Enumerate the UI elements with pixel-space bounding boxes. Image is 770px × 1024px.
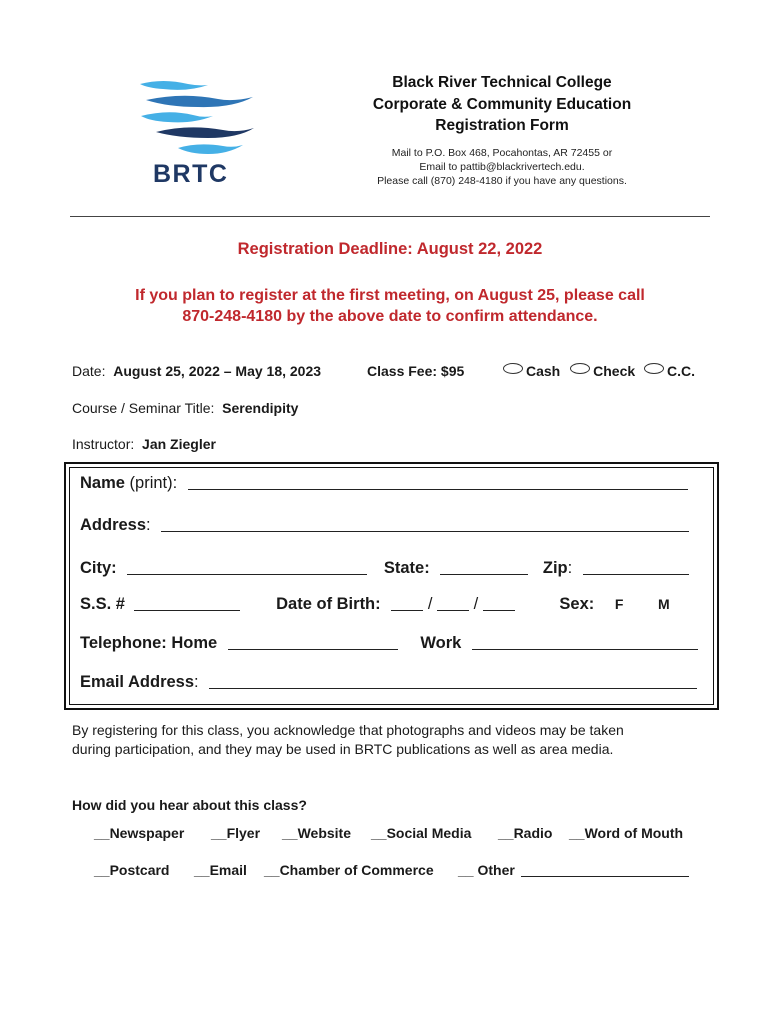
source-option-word-of-mouth[interactable]: __Word of Mouth [569,825,684,841]
payment-cash-label: Cash [526,363,561,379]
course-title-label: Course / Seminar Title: [72,400,215,416]
instructor-label: Instructor: [72,436,135,452]
form-title: Registration Form [435,117,569,134]
email-colon: : [194,673,199,691]
email-field[interactable] [209,674,697,689]
source-option-radio[interactable]: __Radio [498,825,553,841]
dob-day-field[interactable] [437,596,469,611]
sex-label: Sex: [559,595,595,613]
address-row [80,516,689,535]
city-state-zip-row [80,559,689,578]
source-option-newspaper[interactable]: __Newspaper [94,825,185,841]
name-field[interactable] [188,475,688,490]
department-name: Corporate & Community Education [372,95,632,113]
source-option-postcard[interactable]: __Postcard [94,862,170,878]
sex-option-m[interactable]: M [658,596,670,612]
college-name: Black River Technical College [392,74,612,91]
zip-field[interactable] [583,560,689,575]
logo-text: BRTC [153,160,229,188]
state-field[interactable] [440,560,528,575]
source-option-chamber-of-commerce[interactable]: __Chamber of Commerce [264,862,434,878]
other-source-field[interactable] [521,862,689,877]
class-fee: Class Fee: $95 [367,363,465,379]
phone-instructions: Please call (870) 248-4180 if you have any questions. [377,174,627,187]
first-meeting-line-1: If you plan to register at the first meeting, on August 25, please call [135,287,645,304]
source-option-other[interactable] [458,862,689,878]
brtc-logo [138,78,258,190]
source-option-email[interactable]: __Email [194,862,247,878]
telephone-row [80,634,698,653]
first-meeting-notice [60,285,720,327]
disclaimer-line-1: By registering for this class, you acknowledge that photographs and videos may be taken [72,722,624,738]
course-date [72,362,321,380]
radio-circle-icon[interactable] [570,363,590,374]
source-option-website[interactable]: __Website [282,825,351,841]
dob-label: Date of Birth: [276,595,381,613]
payment-check-option[interactable] [570,363,635,379]
city-field[interactable] [127,560,367,575]
course-title-value: Serendipity [222,400,299,416]
payment-cc-option[interactable] [644,363,695,379]
state-label: State: [383,559,430,577]
wave-logo-icon [138,78,258,158]
media-disclaimer [72,721,722,759]
radio-circle-icon[interactable] [644,363,664,374]
dob-separator: / [473,595,479,613]
ss-dob-sex-row [80,595,700,614]
radio-circle-icon[interactable] [503,363,523,374]
form-header [322,72,682,188]
name-label: Name [80,474,125,492]
payment-cc-label: C.C. [667,363,696,379]
first-meeting-line-2: 870-248-4180 by the above date to confirm attendance. [182,308,598,325]
name-row [80,474,688,493]
source-option-other-label: __ Other [458,862,515,878]
zip-label: Zip [542,559,568,577]
header-divider [70,216,710,217]
city-label: City: [80,559,117,577]
ss-label: S.S. # [80,595,125,613]
email-instructions: Email to pattib@blackrivertech.edu. [419,160,585,173]
work-phone-field[interactable] [472,635,698,650]
survey-question: How did you hear about this class? [72,797,307,813]
payment-options [503,362,695,380]
dob-month-field[interactable] [391,596,423,611]
payment-check-label: Check [593,363,636,379]
dob-separator: / [427,595,433,613]
zip-colon: : [567,559,573,577]
source-option-flyer[interactable]: __Flyer [211,825,261,841]
personal-info-box [64,462,719,710]
address-colon: : [146,516,151,534]
personal-info-inner-border [69,467,714,705]
source-option-social-media[interactable]: __Social Media [371,825,472,841]
instructor-value: Jan Ziegler [142,436,216,452]
registration-deadline: Registration Deadline: August 22, 2022 [237,240,543,258]
ss-field[interactable] [134,596,240,611]
dob-year-field[interactable] [483,596,515,611]
home-phone-field[interactable] [228,635,398,650]
mail-instructions: Mail to P.O. Box 468, Pocahontas, AR 72455 or [391,146,613,159]
address-field[interactable] [161,517,689,532]
disclaimer-line-2: during participation, and they may be used in BRTC publications as well as area media. [72,741,614,757]
address-label: Address [80,516,147,534]
work-phone-label: Work [420,634,462,652]
email-label: Email Address [80,673,195,691]
instructor [72,435,216,453]
payment-cash-option[interactable] [503,363,560,379]
date-value: August 25, 2022 – May 18, 2023 [113,363,322,379]
course-title [72,399,298,417]
name-hint: (print): [124,474,178,492]
home-phone-label: Telephone: Home [80,634,218,652]
sex-option-f[interactable]: F [614,596,624,612]
email-row [80,673,697,692]
date-label: Date: [72,363,106,379]
